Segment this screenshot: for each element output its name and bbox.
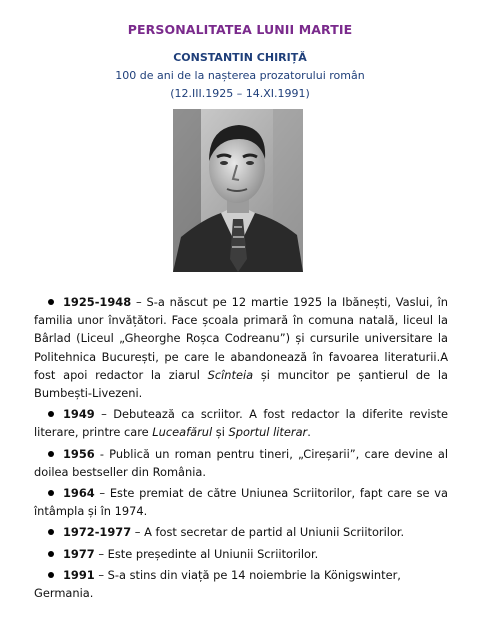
timeline-text-tail: și muncitor pe șantierul de la Bumbești-Livezeni. (34, 367, 448, 401)
bullet-icon (48, 299, 54, 305)
page-title: PERSONALITATEA LUNII MARTIE (127, 22, 353, 37)
magazine-title: Sportul literar (228, 425, 308, 440)
timeline-year: 1964 (63, 486, 95, 501)
timeline-year: 1956 (63, 446, 95, 461)
timeline-text: – S-a născut pe 12 martie 1925 la Ibănești, Vaslui, în familia unor învățători. Face școala primară în comuna natală, liceul la Bârlad (Liceul „Gheorghe Roșca Codreanu”) și cursurile universitare la Politehnica București, pe care le abandonează în favoarea literaturii.A fost apoi redactor la ziarul (34, 295, 448, 382)
life-dates: (12.III.1925 – 14.XI.1991) (170, 87, 310, 100)
bullet-icon (48, 572, 54, 578)
bullet-icon (48, 490, 54, 496)
author-name: CONSTANTIN CHIRIȚĂ (173, 51, 307, 64)
timeline-year: 1972-1977 (63, 525, 132, 540)
timeline-text: – Este premiat de către Uniunea Scriitorilor, fapt care se va întâmpla și în 1974. (34, 486, 448, 519)
timeline-text-mid: și (212, 425, 229, 440)
timeline-text: - Publică un roman pentru tineri, „Cireșarii”, care devine al doilea bestseller din România. (34, 446, 448, 479)
biography-timeline (34, 293, 448, 605)
anniversary-tagline: 100 de ani de la nașterea prozatorului român (115, 69, 365, 82)
timeline-year: 1977 (63, 546, 95, 561)
timeline-item (34, 523, 448, 541)
magazine-title: Luceafărul (152, 425, 213, 440)
timeline-item (34, 484, 448, 520)
timeline-year: 1949 (63, 407, 95, 422)
timeline-item (34, 405, 448, 441)
bullet-icon (48, 451, 54, 457)
timeline-text: – Debutează ca scriitor. A fost redactor la diferite reviste literare, printre care (34, 407, 448, 440)
timeline-list (34, 293, 448, 602)
newspaper-title: Scînteia (207, 367, 254, 382)
timeline-text: – S-a stins din viață pe 14 noiembrie la Königswinter, Germania. (34, 567, 401, 601)
timeline-year: 1991 (63, 567, 95, 582)
timeline-item (34, 545, 448, 563)
bullet-icon (48, 411, 54, 417)
timeline-item (34, 445, 448, 481)
timeline-item (34, 293, 448, 402)
timeline-item (34, 566, 448, 602)
timeline-text: – A fost secretar de partid al Uniunii Scriitorilor. (131, 525, 405, 540)
timeline-text-tail: . (307, 425, 311, 440)
timeline-text: – Este președinte al Uniunii Scriitorilor. (94, 546, 319, 561)
bullet-icon (48, 529, 54, 535)
author-portrait (173, 109, 303, 272)
timeline-year: 1925-1948 (63, 295, 132, 309)
bullet-icon (48, 551, 54, 557)
portrait-image (173, 109, 303, 272)
